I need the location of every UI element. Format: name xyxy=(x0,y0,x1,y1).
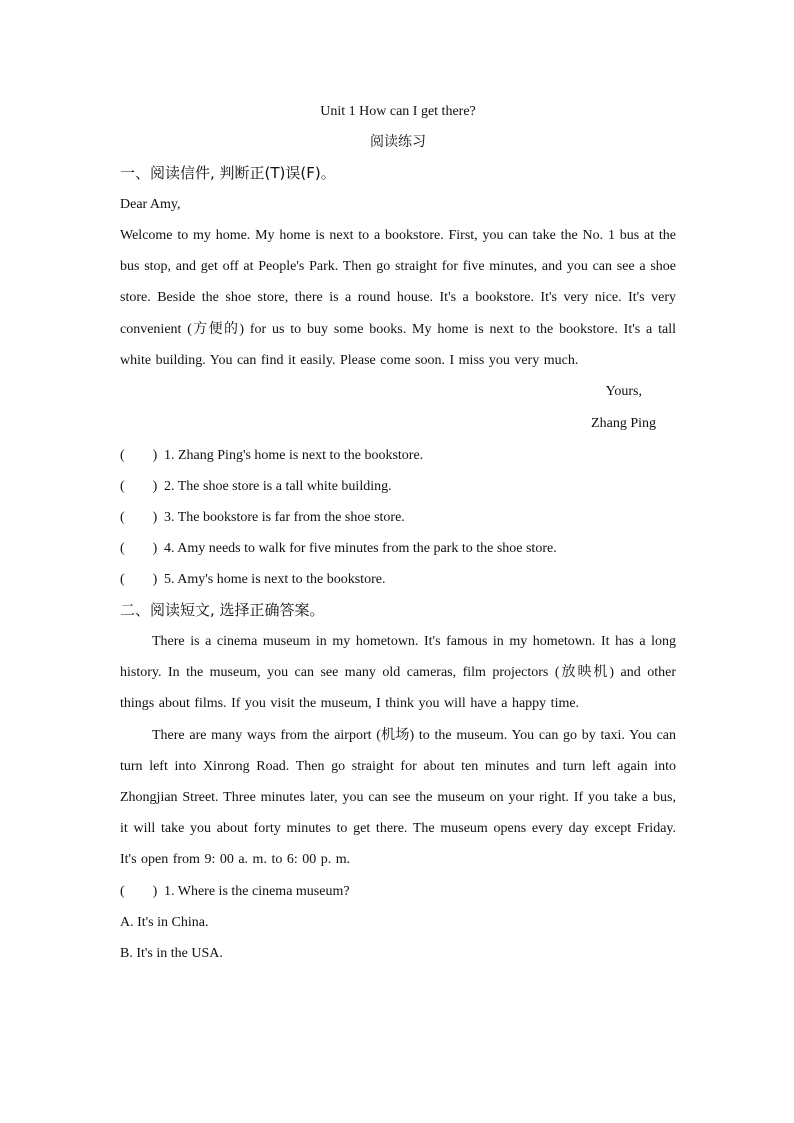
answer-blank[interactable]: ( ) xyxy=(120,541,158,557)
letter-greeting: Dear Amy, xyxy=(120,197,181,212)
section2-heading: 二、阅读短文, 选择正确答案。 xyxy=(120,601,325,620)
answer-blank[interactable]: ( ) xyxy=(120,479,158,495)
question-text: 1. Where is the cinema museum? xyxy=(164,883,350,899)
question-text: 5. Amy's home is next to the bookstore. xyxy=(164,572,386,588)
page-subtitle: 阅读练习 xyxy=(370,134,426,150)
question-text: 1. Zhang Ping's home is next to the bookstore. xyxy=(164,448,424,464)
question-text: 4. Amy needs to walk for five minutes from the park to the shoe store. xyxy=(164,541,557,557)
letter-body: Welcome to my home. My home is next to a bookstore. First, you can take the No. 1 bus at the bus stop, and get off at People's Park. Then go straight for five minutes, and you can see a shoe store. Beside the shoe store, there is a round house. It's a bookstore. It's very nice. It's very convenient (方便的) for us to buy some books. My home is next to the bookstore. It's a tall white building. You can find it easily. Please come soon. I miss you very much. xyxy=(120,228,676,368)
answer-blank[interactable]: ( ) xyxy=(120,448,158,464)
answer-blank[interactable]: ( ) xyxy=(120,572,158,588)
reading-paragraph-1: There is a cinema museum in my hometown. It's famous in my hometown. It has a long history. In the museum, you can see many old cameras, film projectors (放映机) and other things about films. If you visit the museum, I think you will have a happy time. xyxy=(120,634,676,712)
option-b[interactable]: B. It's in the USA. xyxy=(120,945,223,961)
letter-signature: Zhang Ping xyxy=(591,416,656,432)
section1-heading: 一、阅读信件, 判断正(T)误(F)。 xyxy=(120,164,336,182)
option-a[interactable]: A. It's in China. xyxy=(120,914,209,930)
question-text: 3. The bookstore is far from the shoe store. xyxy=(164,510,405,526)
page-title: Unit 1 How can I get there? xyxy=(320,104,476,119)
letter-closing: Yours, xyxy=(605,384,642,400)
choice-question xyxy=(120,876,676,907)
question-text: 2. The shoe store is a tall white building. xyxy=(164,479,392,495)
tf-question xyxy=(120,564,676,595)
tf-question xyxy=(120,440,676,471)
tf-question xyxy=(120,533,676,564)
tf-question xyxy=(120,471,676,502)
worksheet-page xyxy=(120,96,676,969)
tf-question xyxy=(120,502,676,533)
answer-blank[interactable]: ( ) xyxy=(120,883,158,899)
answer-blank[interactable]: ( ) xyxy=(120,510,158,526)
reading-paragraph-2: There are many ways from the airport (机场) to the museum. You can go by taxi. You can turn left into Xinrong Road. Then go straight for about ten minutes and turn left again into Zhongjian Street. Three minutes later, you can see the museum on your right. If you take a bus, it will take you about forty minutes to get there. The museum opens every day except Friday. It's open from 9: 00 a. m. to 6: 00 p. m. xyxy=(120,727,676,868)
